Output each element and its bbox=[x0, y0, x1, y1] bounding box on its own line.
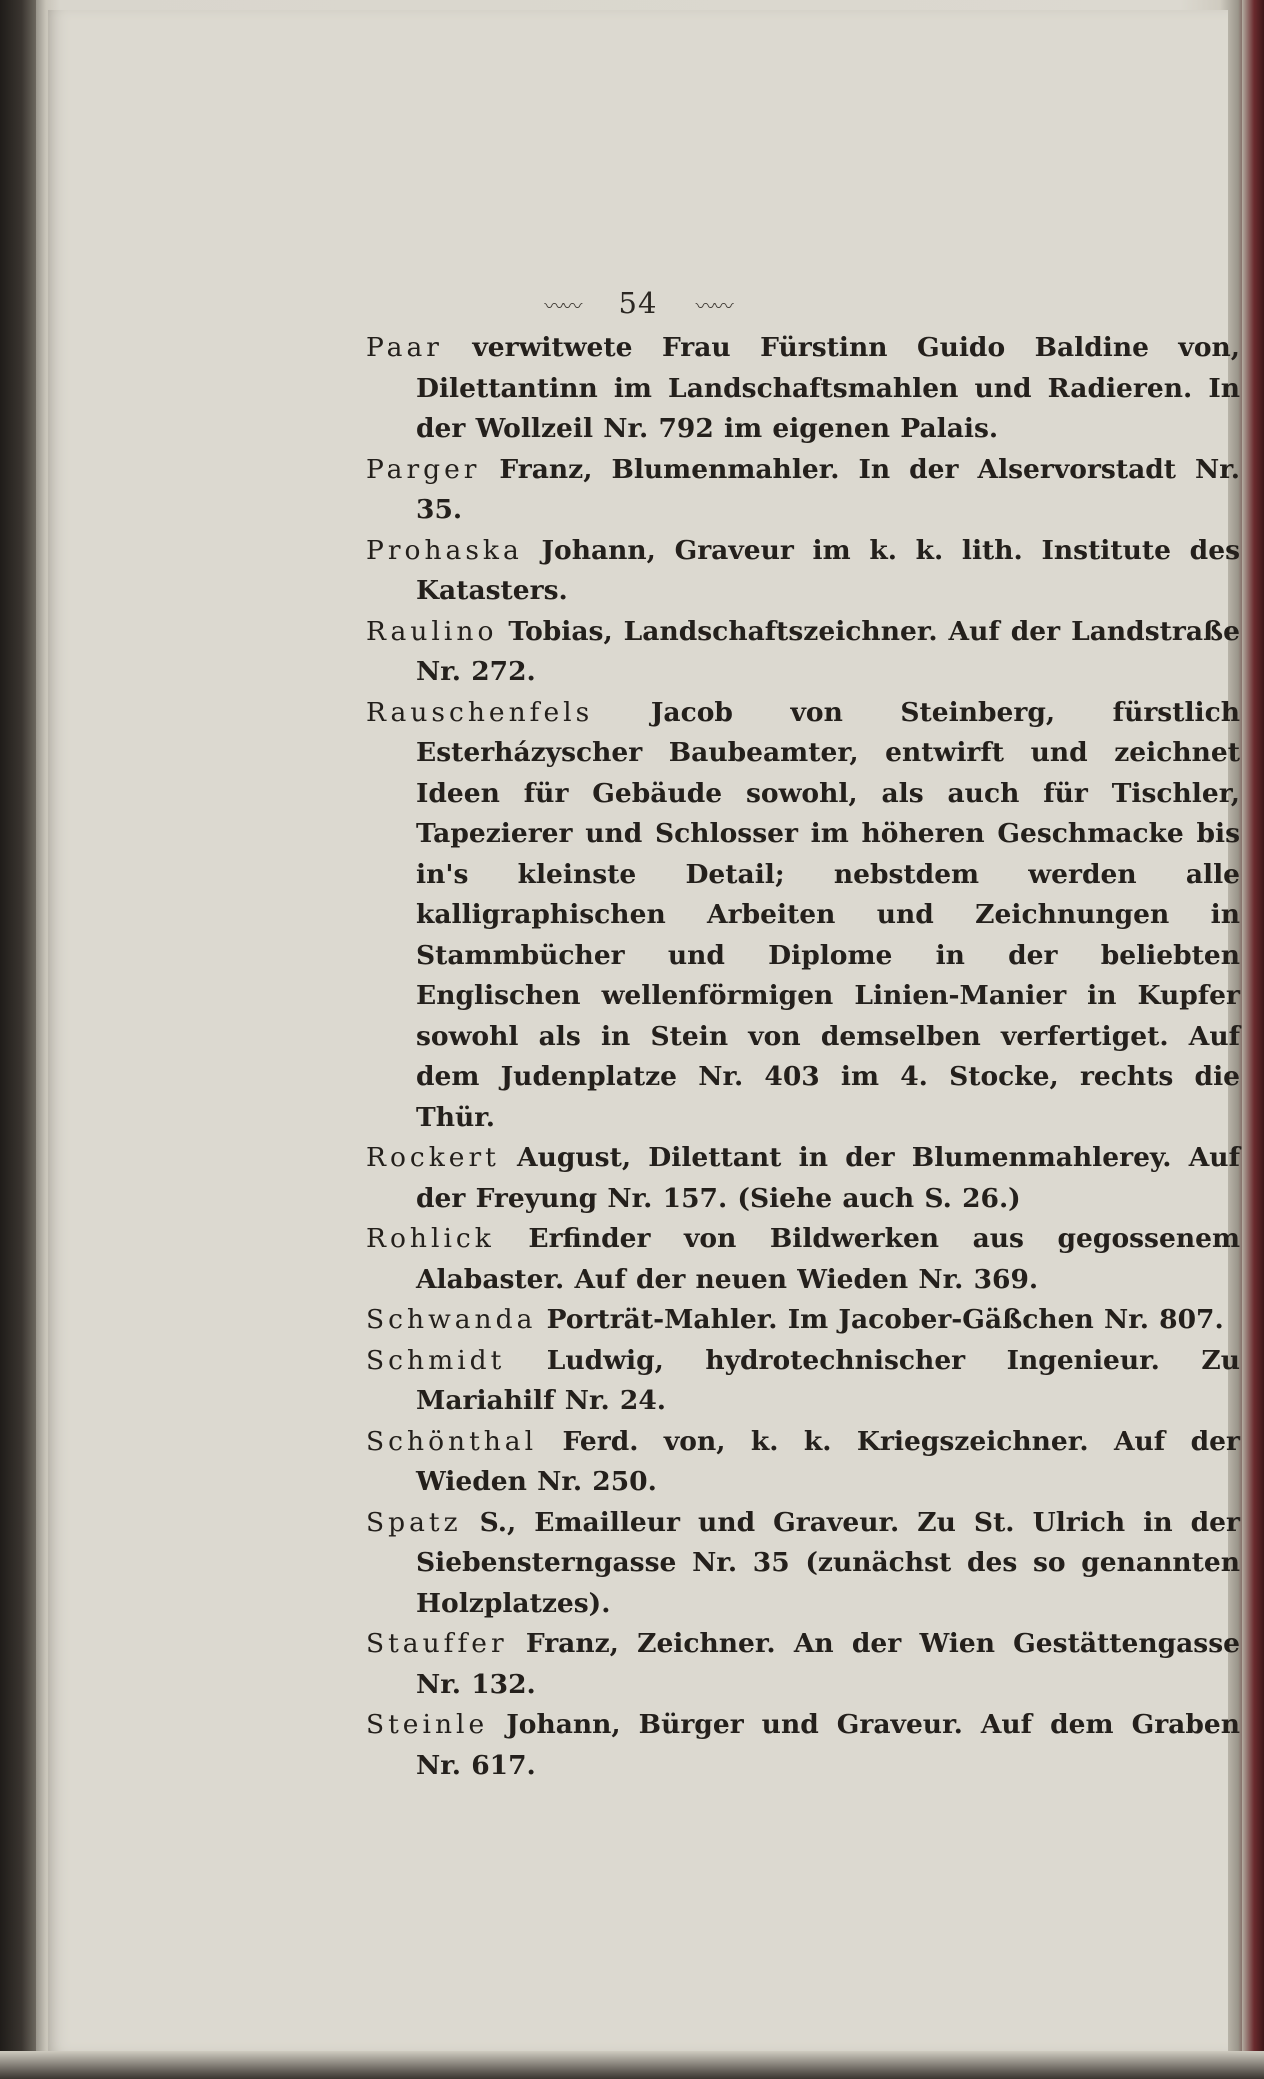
entry-name: Rauschenfels bbox=[366, 696, 594, 728]
entry-name: Spatz bbox=[366, 1506, 462, 1538]
entry-text: Tobias, Landschaftszeichner. Auf der Landstraße Nr. 272. bbox=[416, 615, 1241, 687]
directory-entry bbox=[366, 1300, 1240, 1341]
entry-text: Ludwig, hydrotechnischer Ingenieur. Zu Mariahilf Nr. 24. bbox=[416, 1344, 1240, 1416]
entry-text: verwitwete Frau Fürstinn Guido Baldine von, Dilettantinn im Landschaftsmahlen und Radieren. In der Wollzeil Nr. 792 im eigenen Palais. bbox=[416, 332, 1240, 444]
entry-text: Porträt-Mahler. Im Jacober-Gäßchen Nr. 807. bbox=[546, 1304, 1224, 1335]
directory-entry bbox=[366, 328, 1240, 450]
entry-name: Stauffer bbox=[366, 1628, 508, 1659]
entry-name: Rockert bbox=[366, 1142, 500, 1173]
directory-entries bbox=[366, 328, 1240, 1786]
entry-name: Parger bbox=[366, 453, 481, 485]
page-number: 54 bbox=[618, 286, 658, 320]
directory-entry bbox=[366, 1341, 1240, 1422]
book-binding bbox=[0, 0, 36, 2079]
entry-name: Schönthal bbox=[366, 1425, 538, 1457]
entry-name: Paar bbox=[366, 332, 443, 363]
entry-text: August, Dilettant in der Blumenmahlerey. Auf der Freyung Nr. 157. (Siehe auch S. 26.) bbox=[416, 1142, 1240, 1214]
directory-entry bbox=[366, 1422, 1240, 1503]
directory-entry bbox=[366, 612, 1240, 693]
directory-entry bbox=[366, 1219, 1240, 1300]
book-edge-right bbox=[1242, 0, 1264, 2079]
page-header bbox=[48, 286, 1228, 320]
directory-entry bbox=[366, 1138, 1240, 1219]
header-ornament-left: 〰〰 bbox=[544, 294, 581, 318]
book-page bbox=[48, 10, 1241, 2052]
entry-name: Schwanda bbox=[366, 1304, 537, 1335]
entry-name: Raulino bbox=[366, 615, 498, 647]
directory-entry bbox=[366, 1705, 1240, 1786]
entry-text: Franz, Zeichner. An der Wien Gestättengasse Nr. 132. bbox=[416, 1628, 1240, 1700]
directory-entry bbox=[366, 531, 1240, 612]
entry-text: Ferd. von, k. k. Kriegszeichner. Auf der Wieden Nr. 250. bbox=[416, 1425, 1240, 1497]
entry-name: Prohaska bbox=[366, 534, 523, 566]
directory-entry bbox=[366, 693, 1240, 1139]
entry-text: Jacob von Steinberg, fürstlich Esterházyscher Baubeamter, entwirft und zeichnet Ideen für Gebäude sowohl, als auch für Tischler, Tapezierer und Schlosser im höheren Geschmacke bis in's kleinste Detail; nebstdem werden alle kalligraphischen Arbeiten und Zeichnungen in Stammbücher und Diplome in der beliebten Englischen wellenförmigen Linien-Manier in Kupfer sowohl als in Stein von demselben verfertiget. Auf dem Judenplatze Nr. 403 im 4. Stocke, rechts die Thür. bbox=[416, 696, 1240, 1133]
entry-text: Johann, Bürger und Graveur. Auf dem Graben Nr. 617. bbox=[416, 1709, 1240, 1781]
entry-text: Franz, Blumenmahler. In der Alservorstadt Nr. 35. bbox=[416, 453, 1240, 525]
book-edge-bottom bbox=[0, 2051, 1264, 2079]
directory-entry bbox=[366, 450, 1240, 531]
entry-name: Steinle bbox=[366, 1709, 489, 1740]
directory-entry bbox=[366, 1624, 1240, 1705]
entry-name: Rohlick bbox=[366, 1223, 495, 1254]
directory-entry bbox=[366, 1503, 1240, 1625]
entry-text: S., Emailleur und Graveur. Zu St. Ulrich in der Siebensterngasse Nr. 35 (zunächst des so genannten Holzplatzes). bbox=[416, 1506, 1240, 1619]
entry-text: Johann, Graveur im k. k. lith. Institute des Katasters. bbox=[416, 534, 1240, 606]
entry-text: Erfinder von Bildwerken aus gegossenem Alabaster. Auf der neuen Wieden Nr. 369. bbox=[416, 1223, 1240, 1295]
entry-name: Schmidt bbox=[366, 1344, 506, 1376]
header-ornament-right: 〰〰 bbox=[695, 294, 732, 318]
